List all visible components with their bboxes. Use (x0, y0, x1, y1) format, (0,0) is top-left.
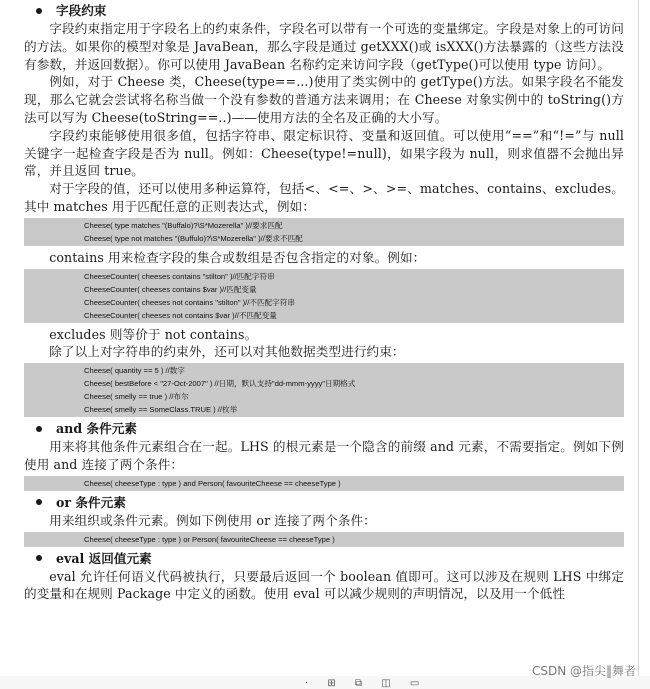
paragraph: 除了以上对字符串的约束外，还可以对其他数据类型进行约束： (49, 344, 405, 360)
section-heading-text: 字段约束 (56, 3, 107, 18)
code-line: CheeseCounter( cheeses not contains "stilton" )//不匹配字符串 (84, 297, 295, 307)
code-line: Cheese( smelly == true ) //布尔 (84, 392, 189, 402)
section-heading-text: or 条件元素 (56, 494, 126, 510)
paragraph: 用来组织或条件元素。例如下例使用 or 连接了两个条件： (49, 512, 376, 528)
code-line: Cheese( quantity == 5 ) //数字 (84, 366, 185, 376)
section-heading-text: and 条件元素 (56, 421, 137, 437)
bullet-icon (36, 426, 42, 432)
bullet-icon (36, 499, 42, 505)
paragraph: 字段约束能够使用很多值，包括字符串、限定标识符、变量和返回值。可以使用“==”和“!=”与 null 关键字一起检查字段是否为 null。例如：Cheese(type!=null)，如果字段为 null，则求值器不会抛出异常，并且返回 true。 (24, 127, 624, 179)
code-line: CheeseCounter( cheeses not contains $var )//不匹配变量 (84, 310, 277, 320)
paragraph: 例如，对于 Cheese 类，Cheese(type==...)使用了类实例中的 getType()方法。如果字段名不能发现，那么它就会尝试将名称当做一个没有参数的普通方法来调用；在 Cheese 对象实例中的 toString()方法可以写为 Cheese(toString==..)——使用方法的全名及正确的大小写。 (24, 74, 624, 125)
paragraph: excludes 则等价于 not contains。 (49, 326, 258, 342)
code-line: Cheese( type matches "(Buffalo)?\S*Mozerella" )//要求匹配 (84, 220, 283, 230)
page-border (638, 0, 639, 676)
code-line: Cheese( smelly == SomeClass.TRUE ) //枚举 (84, 405, 238, 415)
paragraph: contains 用来检查字段的集合或数组是否包含指定的对象。例如： (49, 249, 426, 265)
code-line: CheeseCounter( cheeses contains "stilton" )//匹配字符串 (84, 271, 275, 281)
code-line: Cheese( bestBefore < "27-Oct-2007" ) //日期，默认支持"dd-mmm-yyyy"日期格式 (84, 379, 356, 389)
section-heading (24, 494, 624, 512)
code-block (24, 532, 624, 547)
section-heading (24, 2, 624, 20)
document-page (24, 2, 624, 603)
code-line: CheeseCounter( cheeses contains $var )//匹配变量 (84, 284, 257, 294)
watermark: CSDN @指尖‖舞者 (531, 664, 636, 678)
paragraph: 用来将其他条件元素组合在一起。LHS 的根元素是一个隐含的前缀 and 元素，不需要指定。例如下例使用 and 连接了两个条件： (24, 439, 624, 472)
toolbar-icons[interactable]: · ⊞ ⧉ ◫ ▭ (305, 678, 428, 689)
section-heading (24, 420, 624, 438)
bullet-icon (36, 8, 42, 14)
paragraph: 对于字段的值，还可以使用多种运算符，包括<、<=、>、>=、matches、contains、excludes。其中 matches 用于匹配任意的正则表达式，例如： (24, 181, 624, 214)
paragraph: eval 允许任何语义代码被执行，只要最后返回一个 boolean 值即可。这可以涉及在规则 LHS 中绑定的变量和在规则 Package 中定义的函数。使用 eval 可以减少规则的声明情况，以及用一个低性 (24, 568, 624, 602)
section-heading (24, 550, 624, 568)
code-line: Cheese( type not matches "(Buffulo)?\S*Mozerella" )//要求不匹配 (84, 233, 303, 243)
code-block (24, 363, 624, 417)
code-block (24, 218, 624, 246)
code-line: Cheese( cheeseType : type ) or Person( favouriteCheese == cheeseType ) (84, 534, 335, 544)
code-line: Cheese( cheeseType : type ) and Person( favouriteCheese == cheeseType ) (84, 478, 341, 488)
code-block (24, 476, 624, 491)
bullet-icon (36, 555, 42, 561)
section-heading-text: eval 返回值元素 (56, 550, 152, 566)
paragraph: 字段约束指定用于字段名上的约束条件，字段名可以带有一个可选的变量绑定。字段是对象上的可访问的方法。如果你的模型对象是 JavaBean，那么字段是通过 getXXX()或 isXXX()方法暴露的（这些方法没有参数，并返回数据）。你可以使用 JavaBean 名称约定来访问字段（getType()可以使用 type 访问）。 (24, 21, 624, 72)
code-block (24, 269, 624, 323)
